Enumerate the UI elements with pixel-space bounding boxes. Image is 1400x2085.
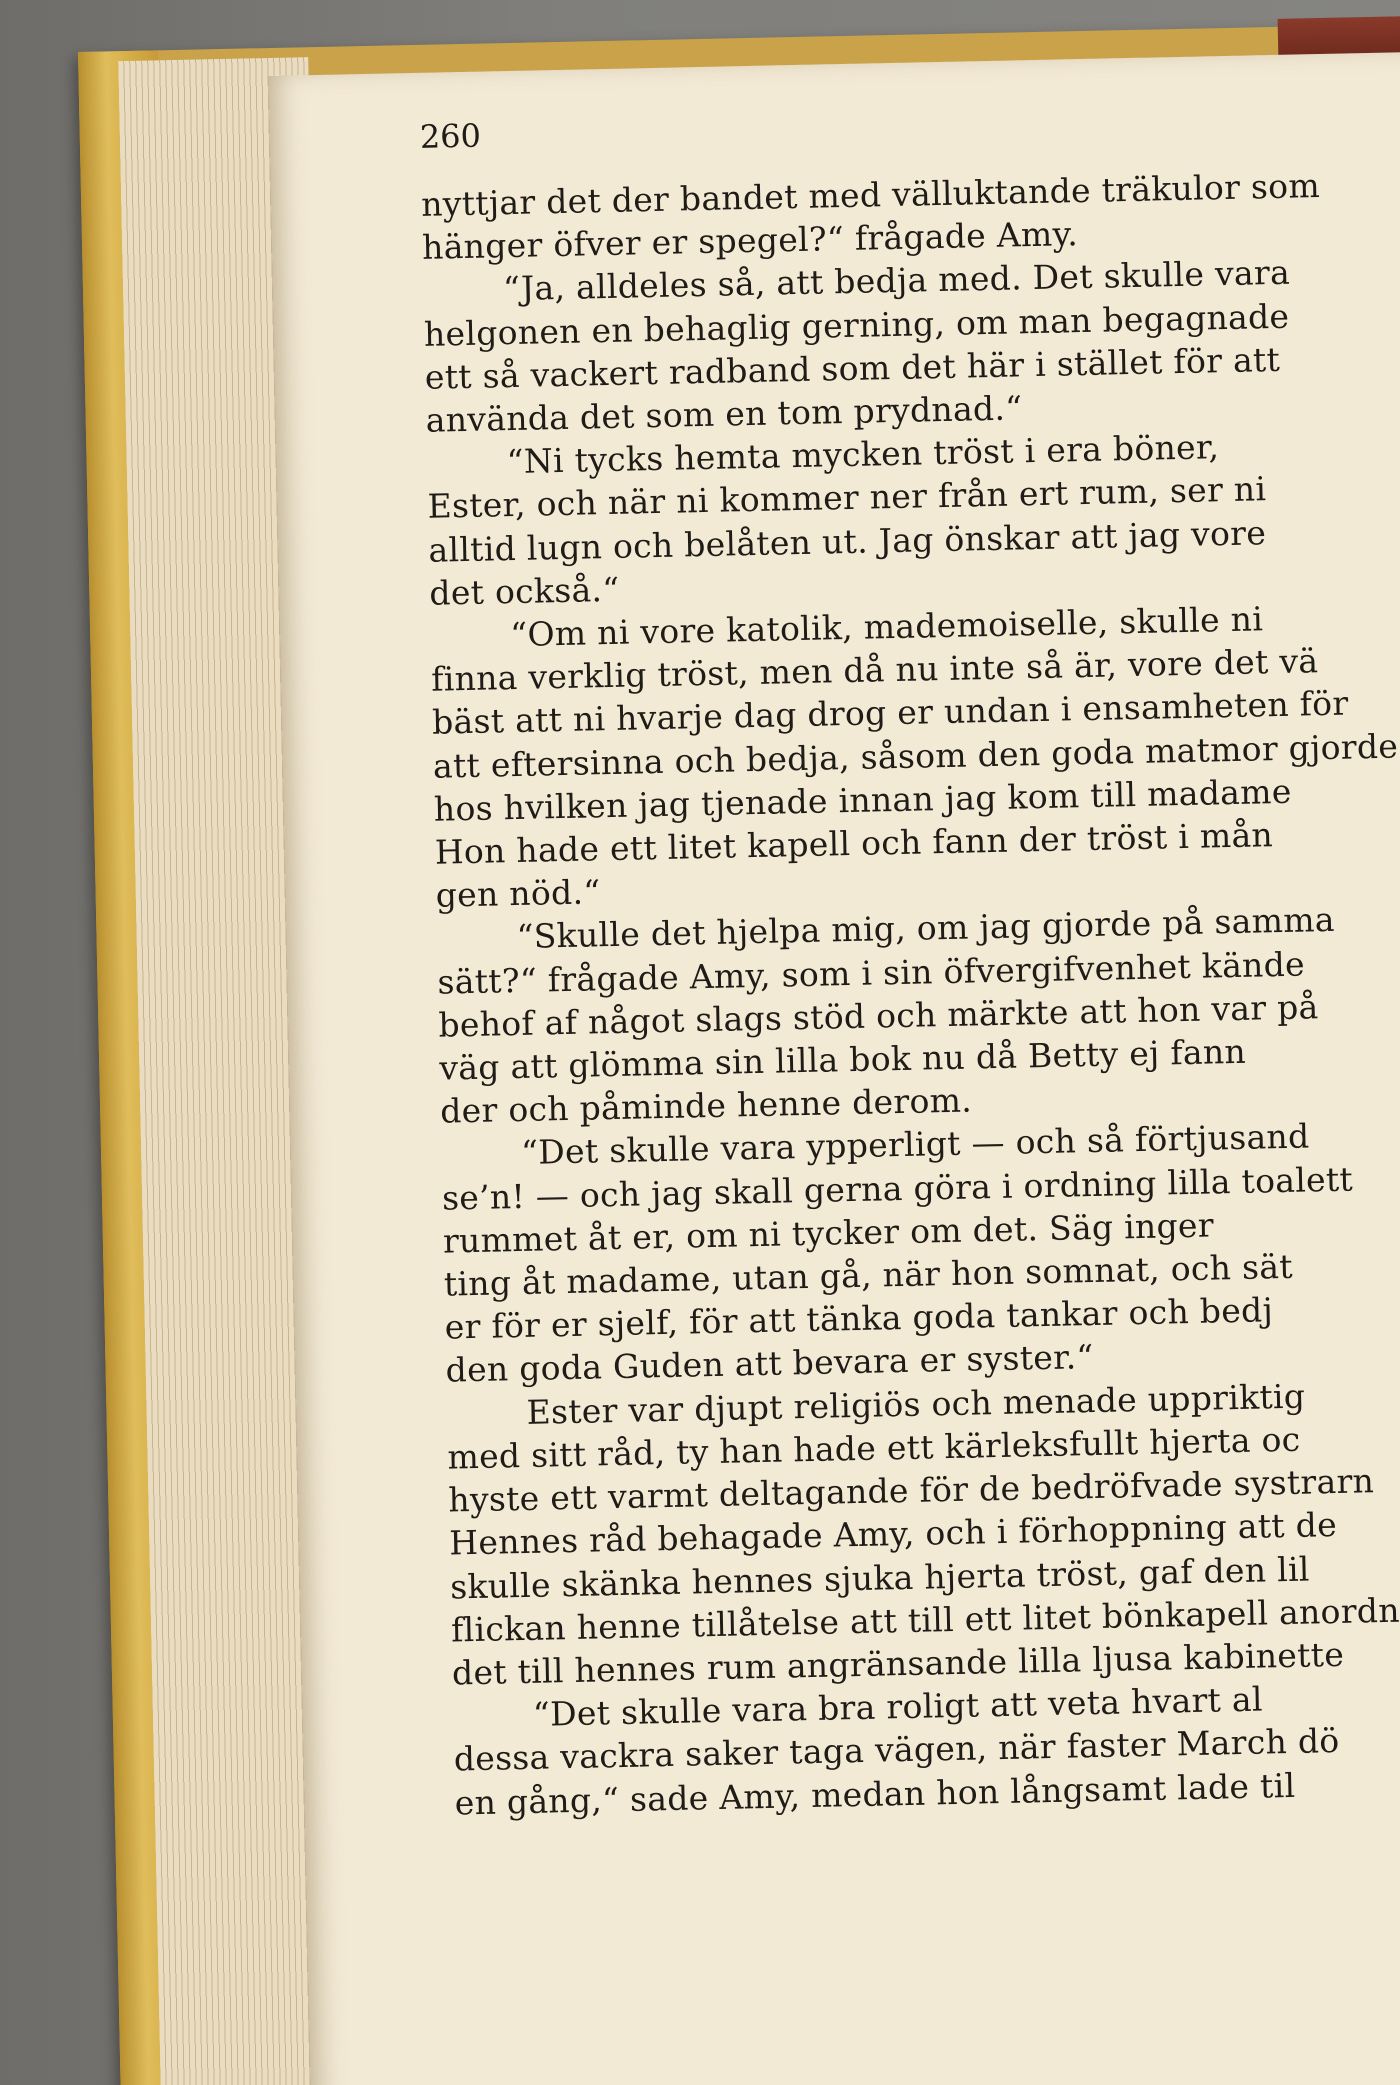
text-line: väg att glömma sin lilla bok nu då Betty ej fann (438, 1031, 1247, 1088)
text-line: behof af något slags stöd och märkte att hon var på (438, 987, 1319, 1045)
text-line: att eftersinna och bedja, såsom den goda matmor gjorde (432, 726, 1399, 786)
text-line: dessa vackra saker taga vägen, när faster March dö (453, 1721, 1340, 1779)
text-line: en gång,“ sade Amy, medan hon långsamt lade til (454, 1765, 1296, 1823)
text-line: det till hennes rum angränsande lilla ljusa kabinette (451, 1634, 1345, 1693)
text-line: ting åt madame, utan gå, när hon somnat, och sät (443, 1246, 1294, 1304)
text-line: Ester var djupt religiös och menade uppriktig (526, 1376, 1306, 1432)
text-line: “Det skulle vara ypperligt — och så förtjusand (520, 1116, 1310, 1173)
page-number: 260 (419, 116, 482, 156)
text-line: den goda Guden att bevara er syster.“ (445, 1337, 1094, 1391)
text-line: se’n! — och jag skall gerna göra i ordning lilla toalett (441, 1159, 1354, 1218)
text-line: Ester, och när ni kommer ner från ert rum, ser ni (427, 469, 1267, 527)
book-page (269, 50, 1400, 2085)
text-line: hänger öfver er spegel?“ frågade Amy. (421, 214, 1079, 268)
text-line: använda det som en tom prydnad.“ (425, 388, 1023, 440)
text-line: gen nöd.“ (435, 872, 601, 915)
open-book (78, 23, 1400, 2085)
text-line: alltid lugn och belåten ut. Jag önskar att jag vore (428, 512, 1267, 570)
text-line: der och påminde henne derom. (439, 1080, 973, 1131)
text-line: bäst att ni hvarje dag drog er undan i ensamheten för (431, 683, 1349, 743)
text-line: Hon hade ett litet kapell och fann der tröst i mån (434, 815, 1274, 872)
text-line: hyste ett varmt deltagande för de bedröfvade systrarn (448, 1461, 1375, 1520)
text-line: helgonen en behaglig gerning, om man begagnade (423, 296, 1290, 354)
text-line: “Om ni vore katolik, mademoiselle, skulle ni (509, 599, 1264, 655)
text-line: flickan henne tillåtelse att till ett litet bönkapell anordn (450, 1590, 1400, 1650)
text-line: “Skulle det hjelpa mig, om jag gjorde på samma (516, 900, 1336, 957)
text-line: rummet åt er, om ni tycker om det. Säg inger (442, 1205, 1215, 1261)
text-line: “Det skulle vara bra roligt att veta hvart al (532, 1679, 1264, 1734)
text-line: med sitt råd, ty han hade ett kärleksfullt hjerta oc (447, 1419, 1301, 1477)
text-line: det också.“ (429, 569, 620, 613)
text-line: “Ni tycks hemta mycken tröst i era böner, (506, 427, 1220, 482)
text-line: skulle skänka hennes sjuka hjerta tröst, gaf den lil (449, 1549, 1311, 1607)
text-line: nyttjar det der bandet med välluktande träkulor som (420, 166, 1321, 224)
text-line: Hennes råd behagade Amy, och i förhoppning att de (448, 1505, 1338, 1563)
page-text-block (421, 160, 1400, 1824)
text-line: hos hvilken jag tjenade innan jag kom till madame (433, 771, 1292, 829)
text-line: sätt?“ frågade Amy, som i sin öfvergifvenhet kände (437, 944, 1306, 1002)
text-line: “Ja, alldeles så, att bedja med. Det skulle vara (502, 253, 1291, 309)
text-line: er för er sjelf, för att tänka goda tankar och bedj (444, 1290, 1274, 1347)
text-line: finna verklig tröst, men då nu inte så är, vore det vä (430, 641, 1319, 699)
text-line: ett så vackert radband som det här i stället för att (424, 339, 1281, 397)
